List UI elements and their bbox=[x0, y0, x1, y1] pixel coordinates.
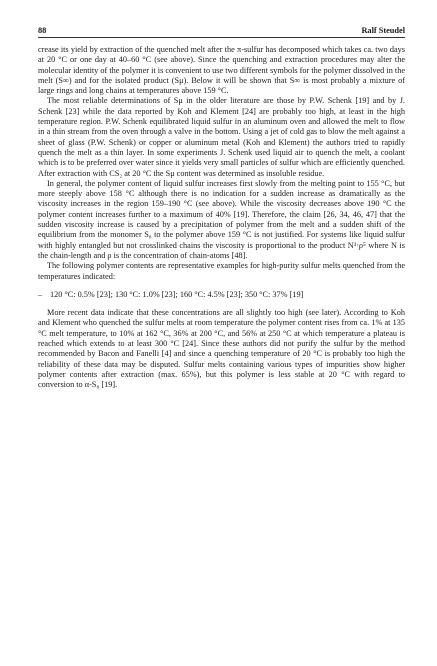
list-item-text: 120 °C: 0.5% [23]; 130 °C: 1.0% [23]; 160 °C: 4.5% [23]; 350 °C: 37% [19] bbox=[50, 289, 304, 299]
paragraph-3: In general, the polymer content of liquid sulfur increases first slowly from the melting point to 155 °C, but more steeply above 158 °C although there is no indication for a sudden increase as dramatically as the viscosity increases in the region 159–190 °C (see above). While the viscosity decreases above 190 °C the polymer content increases further to a maximum of 40% [19]. Therefore, the claim [26, 34, 46, 47] that the sudden viscosity increase is caused by a precipitation of polymer from the melt and a sudden shift of the equilibrium from the monomer S₈ to the polymer above 159 °C is not justified. For systems like liquid sulfur with highly entangled but not crosslinked chains the viscosity is proportional to the product N³·ρ⁵ where N is the chain-length and ρ is the concentration of chain-atoms [48]. bbox=[38, 178, 405, 260]
paragraph-5: More recent data indicate that these concentrations are all slightly too high (see later). According to Koh and Klement who quenched the sulfur melts at room temperature the polymer content rises from ca. 1% at 135 °C melt temperature, to 10% at 162 °C, 36% at 200 °C, and 56% at 250 °C at which temperature a plateau is reached which extends to at least 300 °C [24]. Since these authors did not purify the sulfur by the method recommended by Bacon and Fanelli [4] and since a quenching temperature of 20 °C is probably too high the reliability of these data may be disputed. Sulfur melts containing various types of impurities show higher polymer contents after extraction (max. 65%), but this polymer is less stable at 20 °C with regard to conversion to α-S₈ [19]. bbox=[38, 308, 405, 390]
running-author: Ralf Steudel bbox=[361, 26, 405, 35]
list-dash: – bbox=[38, 289, 43, 299]
paragraph-4: The following polymer contents are representative examples for high-purity sulfur melts quenched from the temperatures indicated: bbox=[38, 261, 405, 281]
running-header bbox=[38, 26, 405, 38]
page-number: 88 bbox=[38, 26, 47, 35]
body-text bbox=[38, 45, 405, 391]
list-item bbox=[38, 290, 405, 300]
paragraph-2: The most reliable determinations of Sμ in the older literature are those by P.W. Schenk [19] and by J. Schenk [23] while the data reported by Koh and Klement [24] are probably too high, at least in the high temperature region. P.W. Schenk equilibrated liquid sulfur in an aluminum oven and allowed the melt to flow in a thin stream from the oven through a valve in the bottom. Using a jet of cold gas to blow the melt against a sheet of glass (P.W. Schenk) or copper or aluminum metal (Koh and Klement) the authors tried to rapidly quench the melt as a thin layer. In some experiments J. Schenk used liquid air to quench the melt, a coolant which is to be preferred over water since it yields very small particles of sulfur which are efficiently quenched. After extraction with CS₂ at 20 °C the Sμ content was determined as insoluble residue. bbox=[38, 96, 405, 178]
paragraph-1: crease its yield by extraction of the quenched melt after the π-sulfur has decomposed which takes ca. two days at 20 °C or one day at 40–60 °C (see above). Since the quenching and extraction procedures may alter the molecular identity of the polymer it is convenient to use two different symbols for the polymer dissolved in the melt (S∞) and for the isolated product (Sμ). Below it will be shown that S∞ is most probably a mixture of large rings and long chains at temperatures above 159 °C. bbox=[38, 45, 405, 96]
